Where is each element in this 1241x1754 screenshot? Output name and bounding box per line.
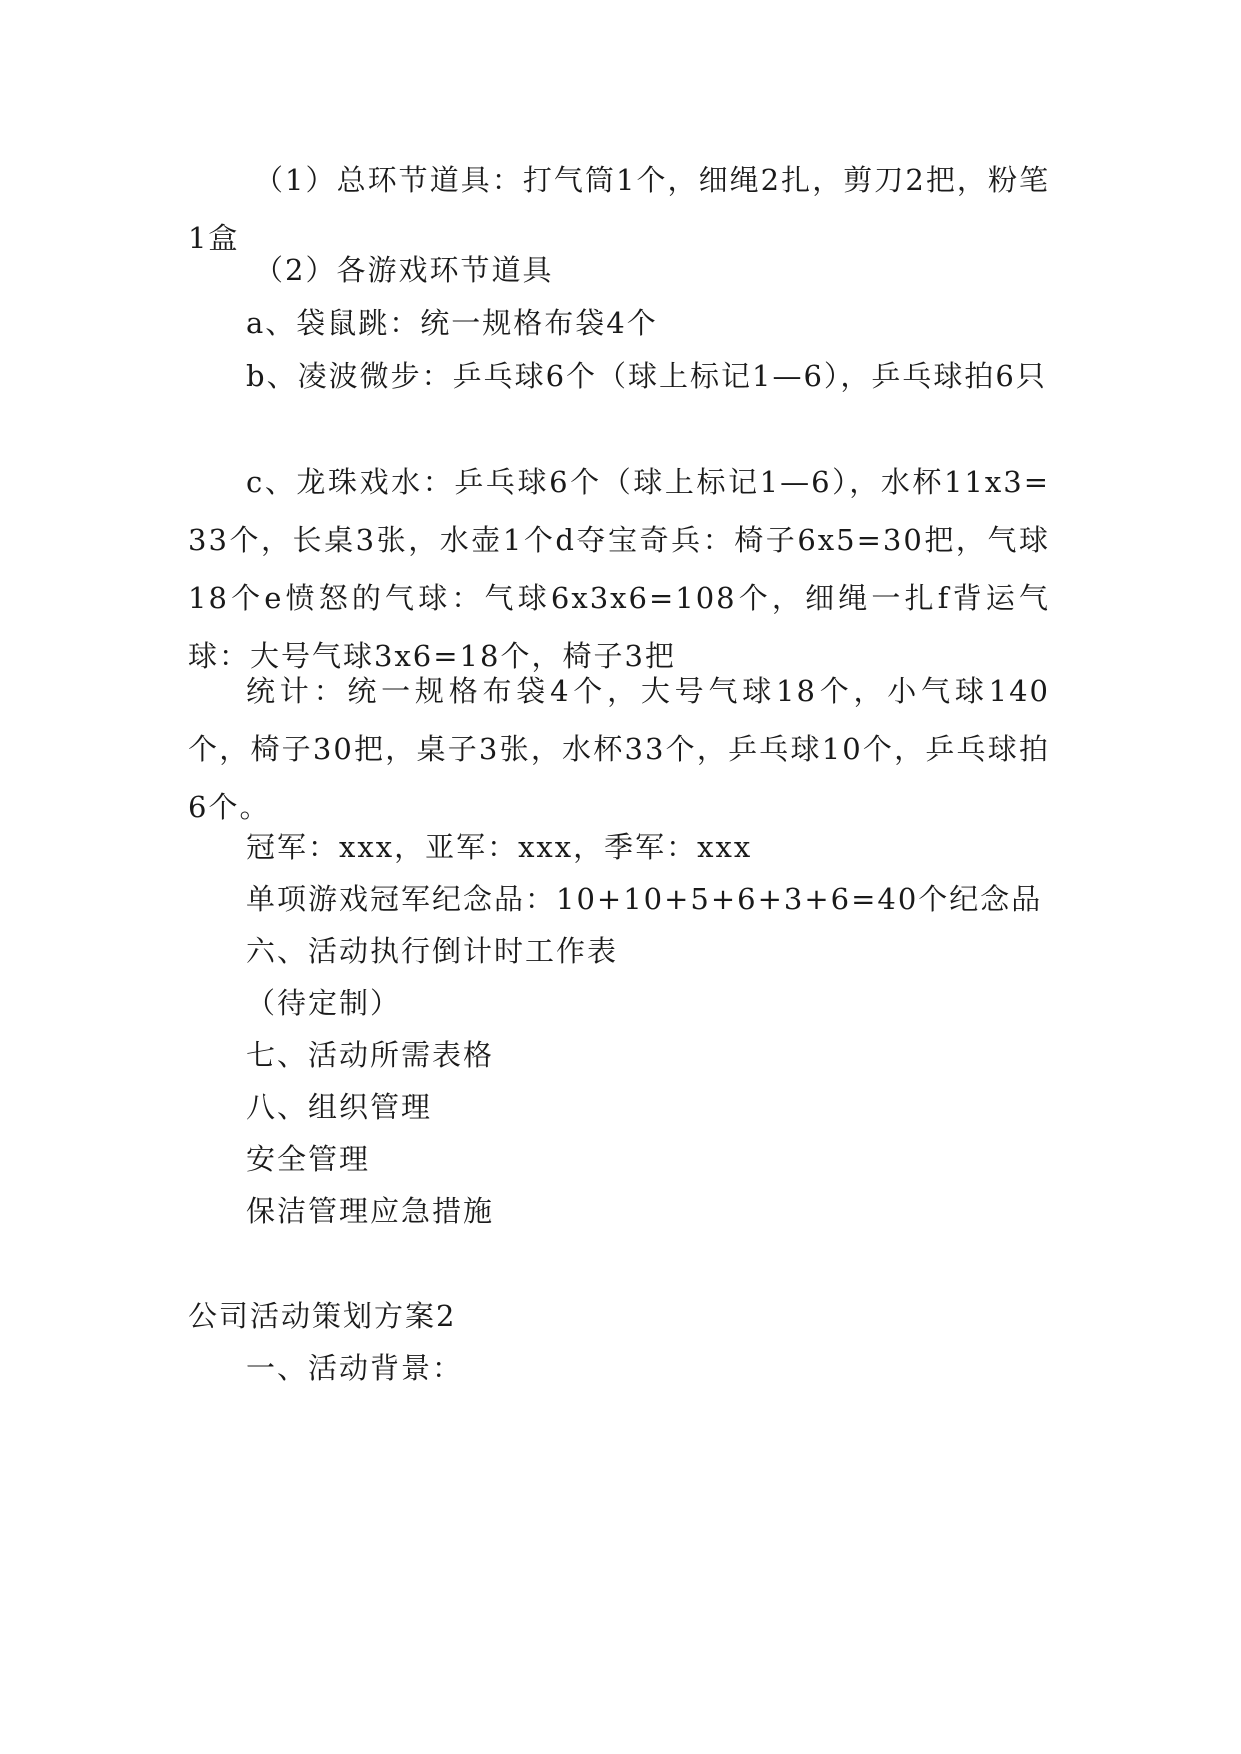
paragraph-cleaning-emergency: 保洁管理应急措施	[246, 1194, 495, 1228]
heading-activity-background: 一、活动背景：	[246, 1351, 464, 1385]
paragraph-to-be-customized: （待定制）	[246, 986, 402, 1020]
heading-countdown-worksheet: 六、活动执行倒计时工作表	[246, 934, 619, 968]
section-title: 公司活动策划方案2	[188, 1299, 457, 1333]
paragraph-safety-management: 安全管理	[246, 1142, 371, 1176]
paragraph-lingbo-steps: b、凌波微步：乒乓球6个（球上标记1—6），乒乓球拍6只	[246, 359, 1047, 393]
paragraph-kangaroo-jump: a、袋鼠跳：统一规格布袋4个	[246, 306, 658, 340]
paragraph-statistics: 统计：统一规格布袋4个，大号气球18个，小气球140个，椅子30把，桌子3张，水杯33个，乒乓球10个，乒乓球拍6个。	[188, 674, 1050, 824]
paragraph-general-props: （1）总环节道具：打气筒1个，细绳2扎，剪刀2把，粉笔1盒	[188, 163, 1050, 255]
paragraph-souvenirs: 单项游戏冠军纪念品：10+10+5+6+3+6=40个纪念品	[246, 882, 1043, 916]
paragraph-dragon-ball: c、龙珠戏水：乒乓球6个（球上标记1—6），水杯11x3=33个，长桌3张，水壶1个d夺宝奇兵：椅子6x5=30把，气球18个e愤怒的气球：气球6x3x6=108个，细绳一扎f背运气球：大号气球3x6=18个，椅子3把	[188, 465, 1050, 673]
paragraph-winners: 冠军：xxx，亚军：xxx，季军：xxx	[246, 830, 753, 864]
heading-required-forms: 七、活动所需表格	[246, 1038, 495, 1072]
paragraph-game-props-heading: （2）各游戏环节道具	[254, 253, 554, 287]
heading-organization-management: 八、组织管理	[246, 1090, 433, 1124]
